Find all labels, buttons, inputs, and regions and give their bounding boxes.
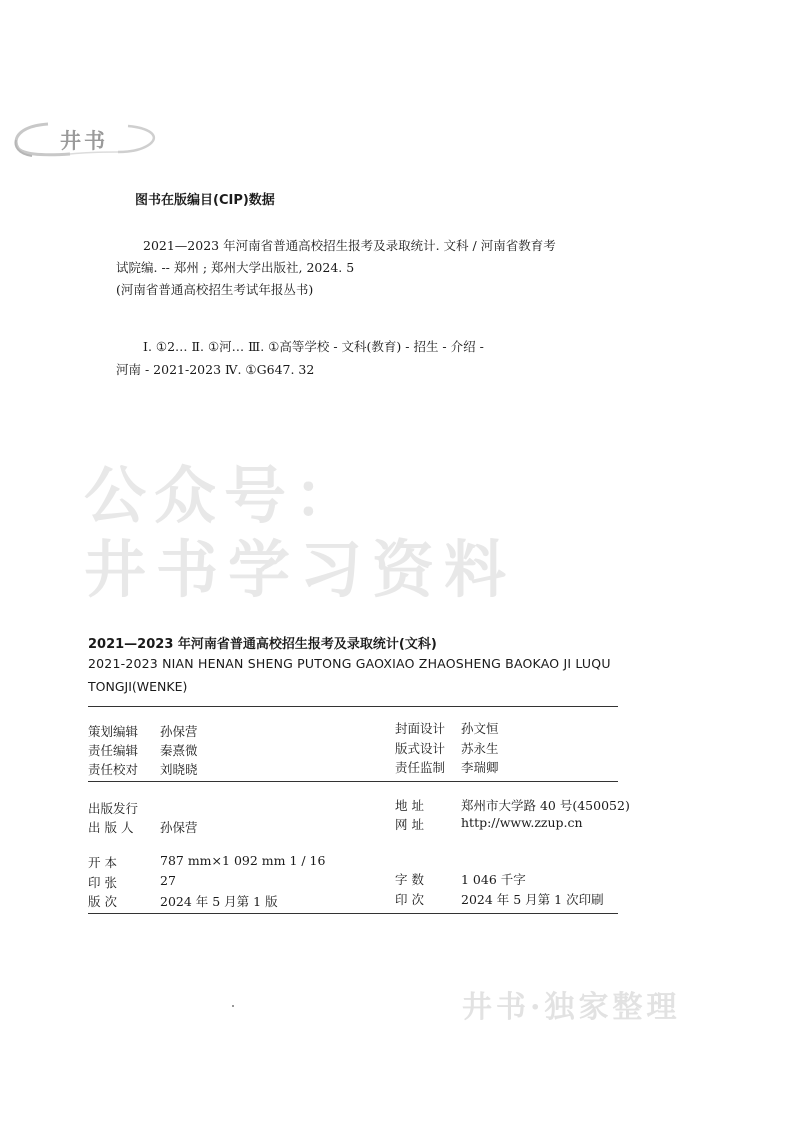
address-value: 郑州市大学路 40 号(450052) — [461, 798, 630, 813]
words-value: 1 046 千字 — [461, 872, 526, 887]
staff-label: 责任编辑 — [88, 743, 139, 758]
book-title-pinyin-1: 2021-2023 NIAN HENAN SHENG PUTONG GAOXIAO ZHAOSHENG BAOKAO JI LUQU — [88, 656, 611, 671]
divider-rule — [88, 913, 618, 914]
divider-rule — [88, 706, 618, 707]
scan-speck — [232, 1005, 234, 1007]
staff-value: 孙文恒 — [461, 721, 499, 736]
watermark-line-2: 井书学习资料 — [84, 533, 517, 606]
edition-label: 版 次 — [88, 894, 117, 909]
format-label: 开 本 — [88, 855, 117, 870]
divider-rule — [88, 781, 618, 782]
cip-line-1: 2021—2023 年河南省普通高校招生报考及录取统计. 文科 / 河南省教育考 — [143, 238, 556, 253]
issue-label: 出版发行 — [88, 801, 139, 816]
format-value: 787 mm×1 092 mm 1 / 16 — [160, 853, 326, 868]
staff-label: 责任校对 — [88, 762, 139, 777]
print-label: 印 次 — [395, 892, 424, 907]
cip-line-4: Ⅰ. ①2… Ⅱ. ①河… Ⅲ. ①高等学校 - 文科(教育) - 招生 - 介绍 - — [143, 339, 484, 354]
edition-value: 2024 年 5 月第 1 版 — [160, 894, 278, 909]
book-title-cn: 2021—2023 年河南省普通高校招生报考及录取统计(文科) — [88, 637, 437, 652]
web-value: http://www.zzup.cn — [461, 815, 583, 830]
sheets-value: 27 — [160, 873, 176, 888]
web-label: 网 址 — [395, 817, 424, 832]
staff-label: 版式设计 — [395, 741, 446, 756]
publisher-value: 孙保营 — [160, 820, 198, 835]
print-value: 2024 年 5 月第 1 次印刷 — [461, 892, 604, 907]
words-label: 字 数 — [395, 872, 424, 887]
address-label: 地 址 — [395, 798, 424, 813]
staff-value: 秦熹微 — [160, 743, 198, 758]
cip-title: 图书在版编目(CIP)数据 — [135, 193, 275, 208]
watermark-line-1: 公众号： — [84, 459, 365, 532]
sheets-label: 印 张 — [88, 875, 117, 890]
cip-line-5: 河南 - 2021-2023 Ⅳ. ①G647. 32 — [116, 362, 315, 377]
staff-value: 苏永生 — [461, 741, 499, 756]
staff-label: 封面设计 — [395, 721, 446, 736]
logo-text: 井书 — [60, 129, 108, 153]
staff-value: 李瑞卿 — [461, 760, 499, 775]
watermark-line-3: 井书·独家整理 — [462, 990, 681, 1025]
cip-line-2: 试院编. -- 郑州 ; 郑州大学出版社, 2024. 5 — [116, 260, 355, 275]
staff-label: 策划编辑 — [88, 724, 139, 739]
publisher-logo — [10, 116, 170, 162]
staff-value: 刘晓晓 — [160, 762, 198, 777]
publisher-label: 出 版 人 — [88, 820, 134, 835]
staff-label: 责任监制 — [395, 760, 446, 775]
staff-value: 孙保营 — [160, 724, 198, 739]
book-title-pinyin-2: TONGJI(WENKE) — [88, 679, 188, 694]
cip-line-3: (河南省普通高校招生考试年报丛书) — [116, 282, 314, 297]
